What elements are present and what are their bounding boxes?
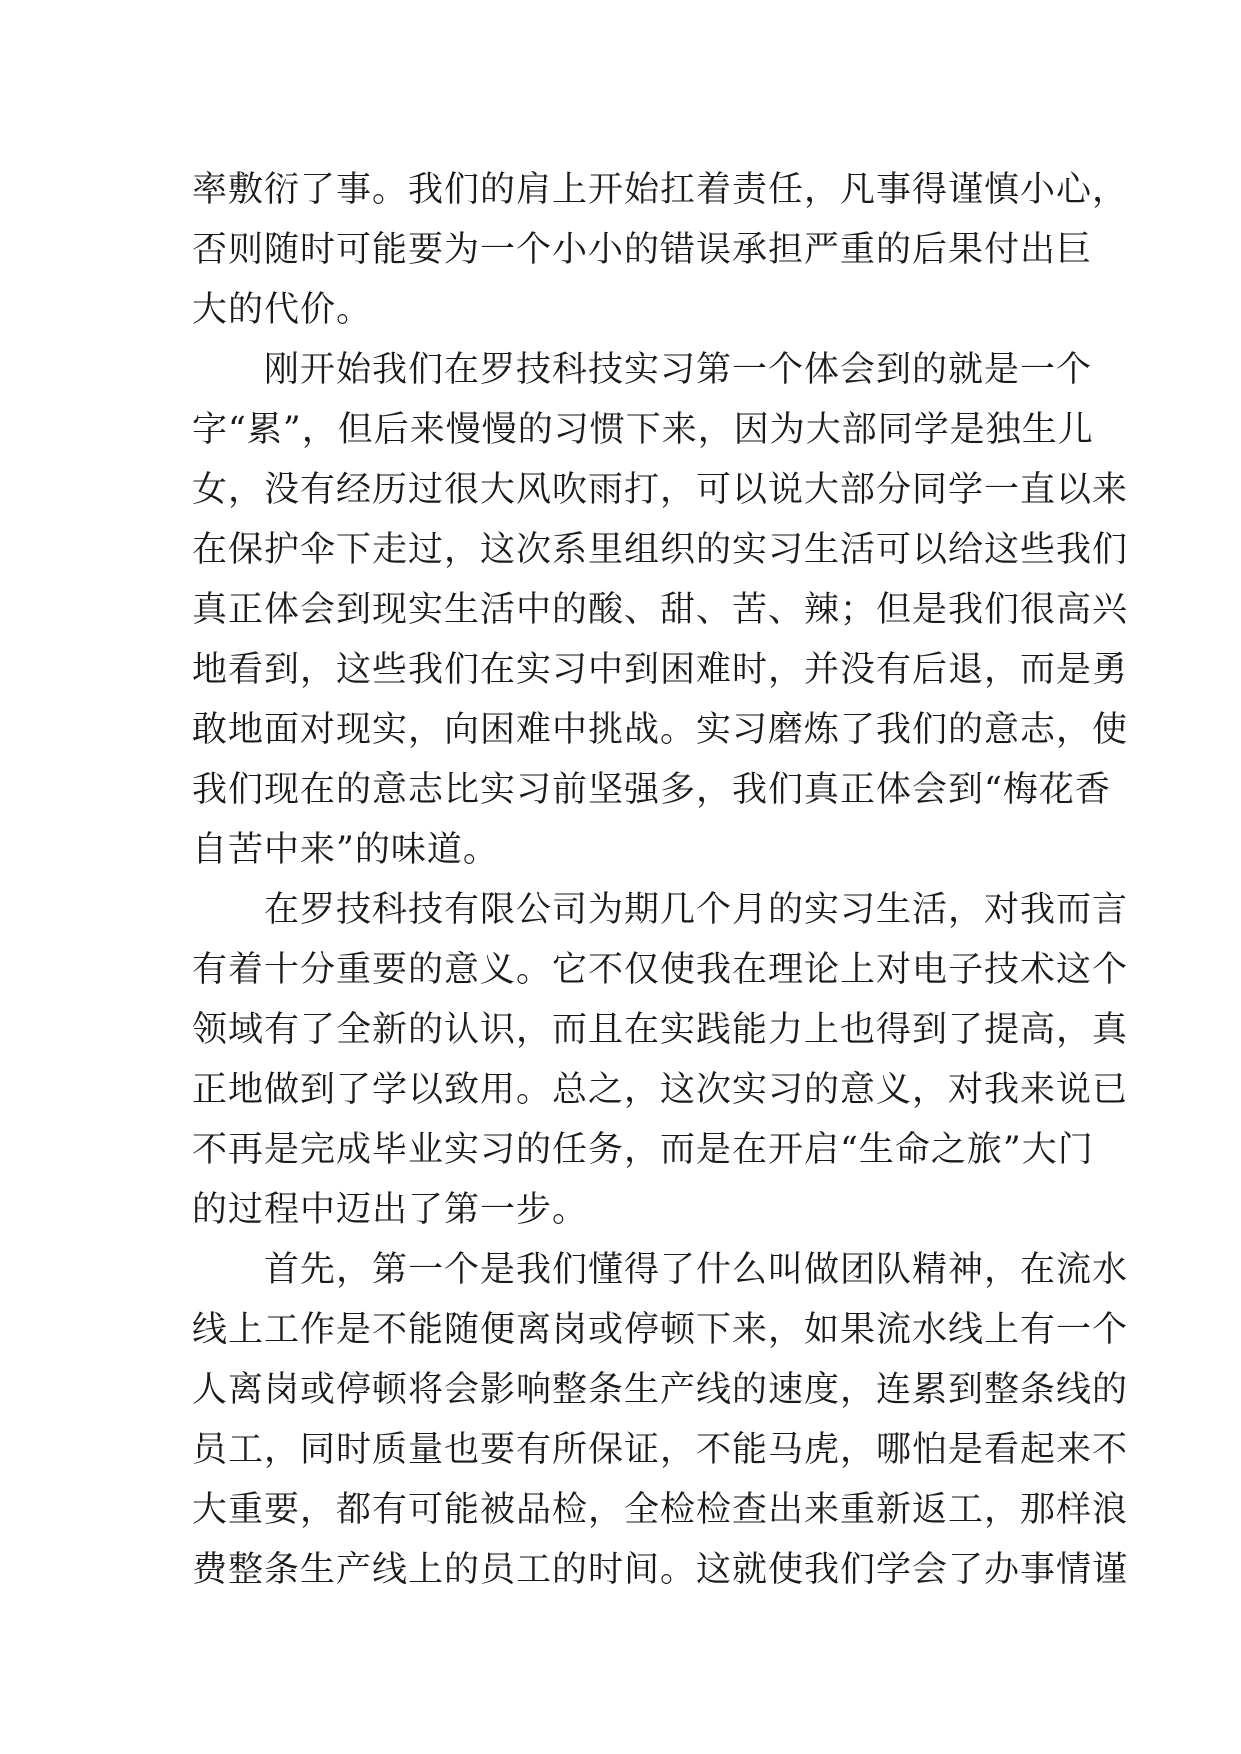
text-line: 自苦中来”的味道。 — [192, 830, 499, 870]
text-line: 人离岗或停顿将会影响整条生产线的速度，连累到整条线的 — [192, 1370, 1129, 1410]
text-line: 费整条生产线上的员工的时间。这就使我们学会了办事情谨 — [192, 1550, 1129, 1590]
text-line: 我们现在的意志比实习前坚强多，我们真正体会到“梅花香 — [192, 770, 1111, 810]
text-line: 不再是完成毕业实习的任务，而是在开启“生命之旅”大门 — [192, 1130, 1094, 1170]
paragraph-3 — [192, 880, 1129, 1240]
body-text — [192, 160, 1129, 1600]
text-line: 在罗技科技有限公司为期几个月的实习生活，对我而言 — [264, 890, 1129, 930]
text-line: 有着十分重要的意义。它不仅使我在理论上对电子技术这个 — [192, 950, 1129, 990]
paragraph-2 — [192, 340, 1129, 880]
text-line: 的过程中迈出了第一步。 — [192, 1190, 589, 1230]
text-line: 地看到，这些我们在实习中到困难时，并没有后退，而是勇 — [192, 650, 1129, 690]
text-line: 在保护伞下走过，这次系里组织的实习生活可以给这些我们 — [192, 530, 1129, 570]
text-line: 刚开始我们在罗技科技实习第一个体会到的就是一个 — [264, 350, 1093, 390]
text-line: 员工，同时质量也要有所保证，不能马虎，哪怕是看起来不 — [192, 1430, 1129, 1470]
paragraph-1 — [192, 160, 1129, 340]
text-line: 字“累”，但后来慢慢的习惯下来，因为大部同学是独生儿 — [192, 410, 1094, 450]
text-line: 大的代价。 — [192, 290, 373, 330]
text-line: 首先，第一个是我们懂得了什么叫做团队精神，在流水 — [264, 1250, 1129, 1290]
text-line: 正地做到了学以致用。总之，这次实习的意义，对我来说已 — [192, 1070, 1129, 1110]
paragraph-4 — [192, 1240, 1129, 1600]
text-line: 女，没有经历过很大风吹雨打，可以说大部分同学一直以来 — [192, 470, 1129, 510]
text-line: 否则随时可能要为一个小小的错误承担严重的后果付出巨 — [192, 230, 1093, 270]
text-line: 大重要，都有可能被品检，全检检查出来重新返工，那样浪 — [192, 1490, 1129, 1530]
text-line: 真正体会到现实生活中的酸、甜、苦、辣；但是我们很高兴 — [192, 590, 1129, 630]
text-line: 率敷衍了事。我们的肩上开始扛着责任，凡事得谨慎小心， — [192, 170, 1129, 210]
text-line: 领域有了全新的认识，而且在实践能力上也得到了提高，真 — [192, 1010, 1129, 1050]
text-line: 敢地面对现实，向困难中挑战。实习磨炼了我们的意志，使 — [192, 710, 1129, 750]
text-line: 线上工作是不能随便离岗或停顿下来，如果流水线上有一个 — [192, 1310, 1129, 1350]
